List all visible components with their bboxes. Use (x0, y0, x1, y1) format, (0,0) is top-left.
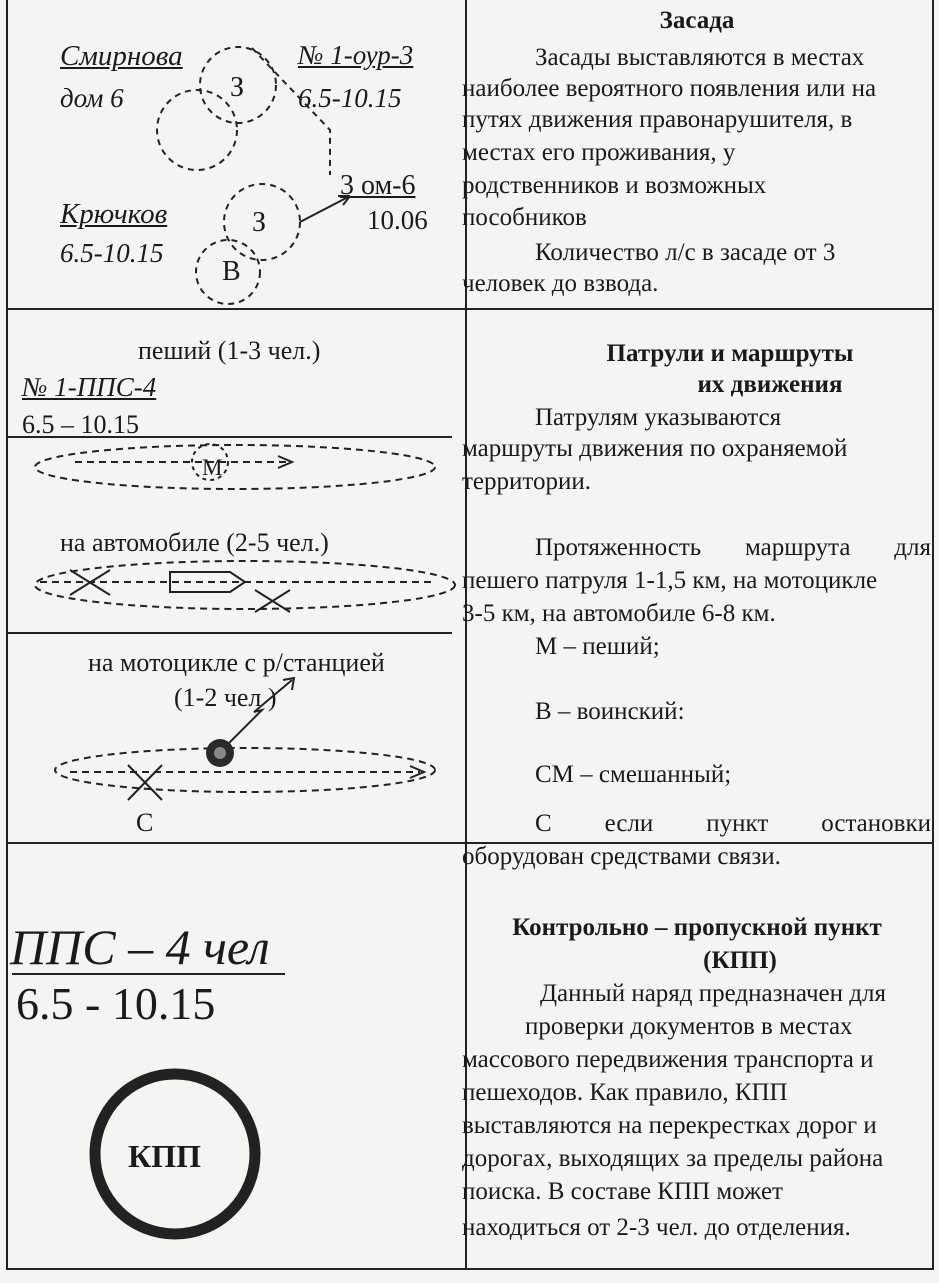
legend-m: М – пеший; (535, 633, 660, 660)
moto-marker-label: С (136, 808, 154, 837)
route-length-l3: 3-5 км, на автомобиле 6-8 км. (462, 600, 776, 627)
ambush-text-l1: Засады выставляются в местах (535, 44, 865, 71)
checkpoint-text-l7: поиска. В составе КПП может (462, 1178, 783, 1205)
legend-c-l2: оборудован средствами связи. (462, 843, 781, 870)
checkpoint-text-l4: пешеходов. Как правило, КПП (462, 1079, 788, 1106)
ambush-text-l5: родственников и возможных (462, 172, 767, 199)
ambush-count-l1: Количество л/с в засаде от 3 (535, 239, 836, 266)
patrols-text-l1: Патрулям указываются (535, 404, 782, 431)
ambush-text-l4: местах его проживания, у (462, 139, 736, 166)
ambush-count-l2: человек до взвода. (462, 270, 659, 297)
ambush-circle-label-1: З (230, 72, 245, 103)
label-moto-count: (1-2 чел ) (174, 683, 277, 712)
legend-cm: СМ – смешанный; (535, 761, 732, 788)
ambush-text-l2: наиболее вероятного появления или на (462, 75, 877, 102)
route-length-l2: пешего патруля 1-1,5 км, на мотоцикле (462, 567, 878, 594)
checkpoint-text-l5: выставляются на перекрестках дорог и (462, 1112, 877, 1139)
checkpoint-title-2: (КПП) (703, 947, 777, 974)
label-om-time: 10.06 (367, 205, 428, 235)
checkpoint-text-l3: массового передвижения транспорта и (462, 1046, 874, 1073)
legend-c-l1: С если пункт остановки (535, 810, 931, 837)
checkpoint-circle-label: КПП (128, 1138, 201, 1174)
ambush-circle-label-3: В (222, 256, 241, 287)
label-pps-count: ППС – 4 чел (10, 919, 270, 975)
label-car-patrol: на автомобиле (2-5 чел.) (60, 528, 329, 557)
label-patrol-id: № 1-ППС-4 (22, 372, 157, 402)
patrols-title-2: их движения (697, 371, 843, 398)
ambush-title: Засада (659, 7, 735, 34)
patrols-text-l2: маршруты движения по охраняемой (462, 435, 848, 462)
checkpoint-text-l6: дорогах, выходящих за пределы района (462, 1145, 884, 1172)
checkpoint-text-l1: Данный наряд предназначен для (540, 980, 886, 1007)
label-house: дом 6 (60, 83, 124, 113)
route-length-l1: Протяженность маршрута для (535, 534, 931, 561)
foot-patrol-marker-label: М (202, 455, 223, 480)
patrols-text-l3: территории. (462, 468, 592, 495)
label-foot-patrol: пеший (1-3 чел.) (138, 336, 321, 365)
legend-v: В – воинский: (535, 698, 685, 725)
label-kryuchkov-time: 6.5-10.15 (60, 238, 164, 268)
label-pps-time: 6.5 - 10.15 (16, 978, 216, 1029)
ambush-text-l3: путях движения правонарушителя, в (462, 106, 853, 133)
checkpoint-text-l2: проверки документов в местах (525, 1013, 853, 1040)
label-om-id: 3 ом-6 (340, 170, 416, 201)
label-smirnova: Смирнова (60, 40, 183, 72)
label-moto-patrol: на мотоцикле с р/станцией (88, 648, 385, 677)
label-post-time: 6.5-10.15 (298, 83, 402, 113)
ambush-circle-label-2: З (252, 207, 267, 238)
label-patrol-time: 6.5 – 10.15 (22, 410, 139, 439)
label-post-id: № 1-оур-3 (298, 40, 414, 70)
ambush-text-l6: пособников (462, 204, 587, 231)
checkpoint-text-l8: находиться от 2-3 чел. до отделения. (462, 1214, 851, 1241)
label-kryuchkov: Крючков (60, 198, 168, 230)
checkpoint-title-1: Контрольно – пропускной пункт (512, 914, 882, 941)
patrols-title-1: Патрули и маршруты (606, 340, 854, 367)
